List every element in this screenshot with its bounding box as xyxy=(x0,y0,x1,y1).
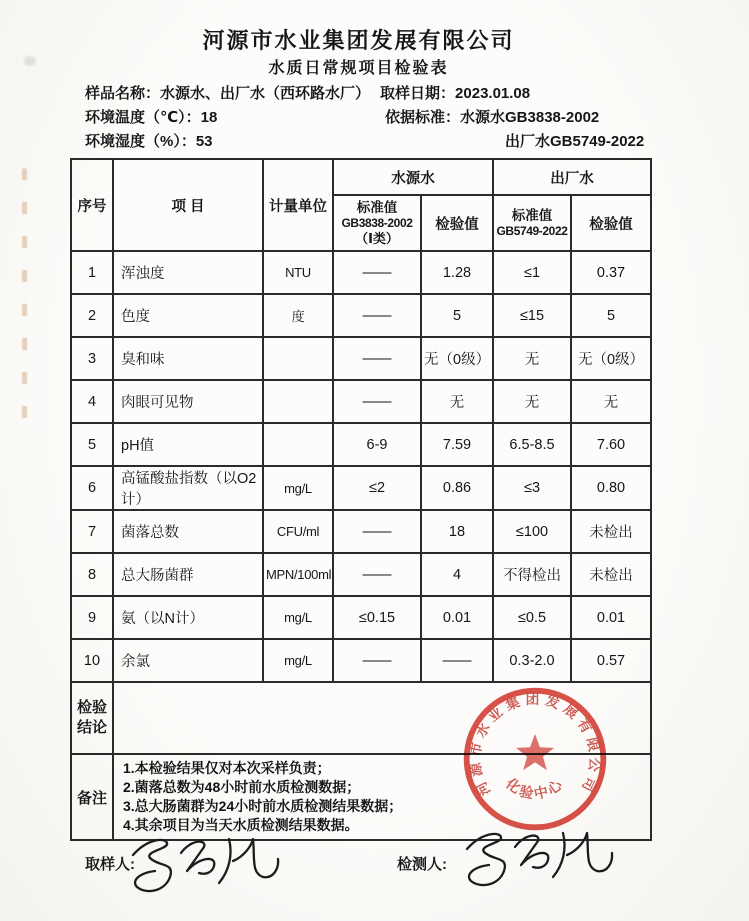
meta-line-temperature xyxy=(67,106,650,130)
col-header-no: 序号 xyxy=(71,159,113,251)
row-unit xyxy=(263,423,333,466)
meta-line-sample xyxy=(67,82,650,106)
row-unit: 度 xyxy=(263,294,333,337)
table-row xyxy=(71,510,651,553)
standard-label: 依据标准： xyxy=(385,109,461,126)
col-group-plant-water: 出厂水 xyxy=(493,159,651,195)
row-plant-standard: ≤15 xyxy=(493,294,571,337)
row-source-standard: —— xyxy=(333,251,421,294)
col-header-unit: 计量单位 xyxy=(263,159,333,251)
company-seal xyxy=(460,684,610,834)
row-source-value: 0.86 xyxy=(421,466,493,510)
label-line: 结论 xyxy=(76,719,107,736)
col-header-plant-standard xyxy=(493,195,571,251)
conclusion-label xyxy=(71,682,113,754)
row-source-standard: ≤0.15 xyxy=(333,596,421,639)
row-source-standard: —— xyxy=(333,294,421,337)
row-item: 高锰酸盐指数（以O2计） xyxy=(113,466,263,510)
header-line: 标准值 xyxy=(511,207,553,223)
label-line: 检验 xyxy=(76,699,107,716)
sampler-label: 取样人: xyxy=(85,856,135,873)
row-item: 臭和味 xyxy=(113,337,263,380)
row-source-value: 无 xyxy=(421,380,493,423)
note-line: 1.本检验结果仅对本次采样负责； xyxy=(123,760,331,776)
standard-source-value: 水源水GB3838-2002 xyxy=(460,109,600,126)
row-plant-standard: ≤3 xyxy=(493,466,571,510)
col-group-source-water: 水源水 xyxy=(333,159,493,195)
row-plant-standard: ≤0.5 xyxy=(493,596,571,639)
row-unit: MPN/100ml xyxy=(263,553,333,596)
table-row xyxy=(71,380,651,423)
meta-block xyxy=(67,82,650,154)
row-plant-value: 无 xyxy=(571,380,651,423)
standard-reference-source xyxy=(385,106,599,130)
row-plant-standard: ≤100 xyxy=(493,510,571,553)
row-item: pH值 xyxy=(113,423,263,466)
row-source-value: 0.01 xyxy=(421,596,493,639)
header-line: （Ⅰ类） xyxy=(355,230,399,246)
remarks-label: 备注 xyxy=(71,754,113,840)
header-line: 标准值 xyxy=(356,199,398,215)
table-row xyxy=(71,423,651,466)
row-plant-value: 无（0级） xyxy=(571,337,651,380)
seal-star-icon xyxy=(516,734,554,770)
row-unit xyxy=(263,380,333,423)
standard-plant-value: 出厂水GB5749-2022 xyxy=(505,133,645,150)
row-no: 7 xyxy=(71,510,113,553)
sampling-date-value: 2023.01.08 xyxy=(455,85,531,102)
meta-line-humidity xyxy=(67,130,650,154)
row-plant-value: 7.60 xyxy=(571,423,651,466)
row-source-standard: 6-9 xyxy=(333,423,421,466)
sampler-signature xyxy=(125,829,300,905)
form-title: 水质日常规项目检验表 xyxy=(268,60,449,77)
ambient-humidity-label: 环境湿度（%）： xyxy=(85,133,196,150)
col-header-item: 项 目 xyxy=(113,159,263,251)
row-item: 肉眼可见物 xyxy=(113,380,263,423)
table-row xyxy=(71,639,651,682)
row-no: 4 xyxy=(71,380,113,423)
tester-signature xyxy=(459,823,634,899)
row-plant-value: 0.37 xyxy=(571,251,651,294)
table-row xyxy=(71,251,651,294)
row-source-standard: —— xyxy=(333,337,421,380)
row-unit xyxy=(263,337,333,380)
ambient-temp-value: 18 xyxy=(200,109,218,126)
sample-name-value: 水源水、出厂水（西环路水厂） xyxy=(160,85,371,102)
row-plant-value: 0.57 xyxy=(571,639,651,682)
table-row xyxy=(71,553,651,596)
company-title: 河源市水业集团发展有限公司 xyxy=(202,28,515,53)
seal-ring-text: 河源市水业集团发展有限公司 xyxy=(467,692,603,799)
row-source-standard: —— xyxy=(333,380,421,423)
header-line: GB5749-2022 xyxy=(496,223,568,238)
table-header-row-groups xyxy=(71,159,651,195)
row-source-standard: —— xyxy=(333,553,421,596)
row-source-value: 无（0级） xyxy=(421,337,493,380)
row-unit: NTU xyxy=(263,251,333,294)
sampling-date-label: 取样日期： xyxy=(380,85,456,102)
svg-text:化验中心 xyxy=(502,774,568,803)
note-line: 2.菌落总数为48小时前水质检测数据； xyxy=(123,779,361,795)
col-header-plant-checkvalue: 检验值 xyxy=(571,195,651,251)
header-line: GB3838-2002 xyxy=(341,215,413,230)
col-header-source-standard xyxy=(333,195,421,251)
row-no: 3 xyxy=(71,337,113,380)
row-plant-standard: 6.5-8.5 xyxy=(493,423,571,466)
table-row xyxy=(71,337,651,380)
signature-row xyxy=(67,845,687,905)
table-row xyxy=(71,294,651,337)
row-no: 6 xyxy=(71,466,113,510)
row-source-value: 5 xyxy=(421,294,493,337)
row-unit: mg/L xyxy=(263,466,333,510)
note-line: 3.总大肠菌群为24小时前水质检测结果数据； xyxy=(123,798,403,814)
row-item: 氨（以N计） xyxy=(113,596,263,639)
row-no: 8 xyxy=(71,553,113,596)
row-source-value: 18 xyxy=(421,510,493,553)
row-no: 10 xyxy=(71,639,113,682)
table-row xyxy=(71,596,651,639)
row-unit: mg/L xyxy=(263,596,333,639)
scan-artifact-marks xyxy=(22,168,27,440)
row-source-value: 7.59 xyxy=(421,423,493,466)
row-item: 余氯 xyxy=(113,639,263,682)
row-plant-standard: ≤1 xyxy=(493,251,571,294)
ambient-temp-label: 环境温度（℃）： xyxy=(85,109,201,126)
row-plant-standard: 0.3-2.0 xyxy=(493,639,571,682)
table-row xyxy=(71,466,651,510)
note-line: 4.其余项目为当天水质检测结果数据。 xyxy=(123,817,359,833)
row-item: 浑浊度 xyxy=(113,251,263,294)
row-plant-value: 未检出 xyxy=(571,553,651,596)
row-source-value: 4 xyxy=(421,553,493,596)
row-no: 2 xyxy=(71,294,113,337)
row-unit: CFU/ml xyxy=(263,510,333,553)
row-no: 9 xyxy=(71,596,113,639)
row-plant-value: 0.80 xyxy=(571,466,651,510)
row-no: 1 xyxy=(71,251,113,294)
row-no: 5 xyxy=(71,423,113,466)
tester-label: 检测人: xyxy=(397,856,447,873)
row-item: 菌落总数 xyxy=(113,510,263,553)
row-plant-standard: 无 xyxy=(493,380,571,423)
sample-name-label: 样品名称： xyxy=(85,85,161,102)
row-plant-value: 未检出 xyxy=(571,510,651,553)
row-source-value: 1.28 xyxy=(421,251,493,294)
col-header-source-checkvalue: 检验值 xyxy=(421,195,493,251)
row-plant-value: 5 xyxy=(571,294,651,337)
row-source-value: —— xyxy=(421,639,493,682)
row-plant-standard: 不得检出 xyxy=(493,553,571,596)
row-item: 色度 xyxy=(113,294,263,337)
row-source-standard: —— xyxy=(333,639,421,682)
row-source-standard: ≤2 xyxy=(333,466,421,510)
ambient-humidity-value: 53 xyxy=(195,133,213,150)
row-plant-standard: 无 xyxy=(493,337,571,380)
row-plant-value: 0.01 xyxy=(571,596,651,639)
row-source-standard: —— xyxy=(333,510,421,553)
row-item: 总大肠菌群 xyxy=(113,553,263,596)
row-unit: mg/L xyxy=(263,639,333,682)
scan-smudge xyxy=(24,56,36,66)
seal-center-text: 化验中心 xyxy=(502,775,568,803)
